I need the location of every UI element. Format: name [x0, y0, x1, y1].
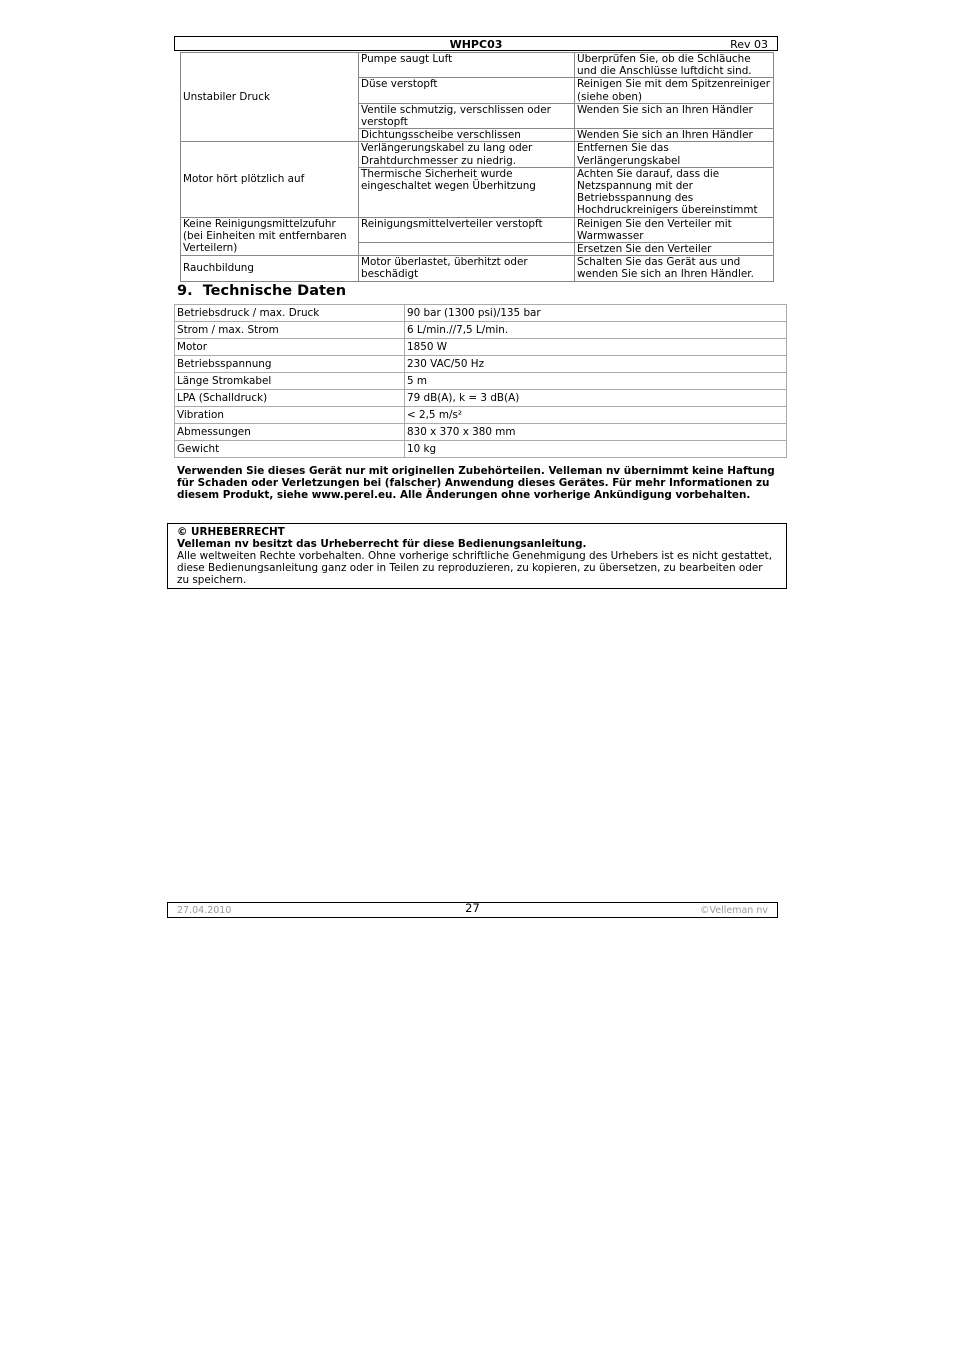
solution-cell: Wenden Sie sich an Ihren Händler — [575, 129, 774, 142]
table-row — [181, 256, 774, 281]
table-row — [175, 407, 787, 424]
spec-value: 6 L/min.//7,5 L/min. — [405, 322, 787, 339]
section-number: 9. — [177, 283, 193, 299]
table-row — [175, 373, 787, 390]
cause-cell: Thermische Sicherheit wurde eingeschaltet wegen Überhitzung — [359, 167, 575, 217]
table-row — [175, 339, 787, 356]
section-title: Technische Daten — [202, 283, 347, 299]
cause-cell: Düse verstopft — [359, 78, 575, 103]
table-row — [175, 390, 787, 407]
solution-cell: Schalten Sie das Gerät aus und wenden Sie sich an Ihren Händler. — [575, 256, 774, 281]
page-number: 27 — [465, 901, 480, 915]
cause-cell — [359, 243, 575, 256]
specs-table — [174, 304, 787, 458]
spec-label: Betriebsspannung — [175, 356, 405, 373]
table-row — [175, 424, 787, 441]
copyright-subheading: Velleman nv besitzt das Urheberrecht für diese Bedienungsanleitung. — [177, 538, 587, 550]
spec-label: Abmessungen — [175, 424, 405, 441]
solution-cell: Überprüfen Sie, ob die Schläuche und die Anschlüsse luftdicht sind. — [575, 53, 774, 78]
copyright-box — [167, 523, 787, 589]
solution-cell: Reinigen Sie mit dem Spitzenreiniger (siehe oben) — [575, 78, 774, 103]
spec-value: 79 dB(A), k = 3 dB(A) — [405, 390, 787, 407]
cause-cell: Reinigungsmittelverteiler verstopft — [359, 217, 575, 242]
problem-cell: Unstabiler Druck — [181, 53, 359, 142]
spec-label: Länge Stromkabel — [175, 373, 405, 390]
cause-cell: Ventile schmutzig, verschlissen oder verstopft — [359, 103, 575, 128]
table-row — [175, 356, 787, 373]
solution-cell: Entfernen Sie das Verlängerungskabel — [575, 142, 774, 167]
header-model: WHPC03 — [449, 38, 503, 51]
cause-cell: Verlängerungskabel zu lang oder Drahtdurchmesser zu niedrig. — [359, 142, 575, 167]
spec-label: Motor — [175, 339, 405, 356]
copyright-heading: © URHEBERRECHT — [177, 526, 285, 538]
page-header — [174, 36, 778, 51]
spec-value: 10 kg — [405, 441, 787, 458]
spec-value: 230 VAC/50 Hz — [405, 356, 787, 373]
spec-value: 1850 W — [405, 339, 787, 356]
table-row — [181, 142, 774, 167]
cause-cell: Motor überlastet, überhitzt oder beschädigt — [359, 256, 575, 281]
table-row — [181, 53, 774, 78]
spec-value: < 2,5 m/s² — [405, 407, 787, 424]
footer-date: 27.04.2010 — [177, 905, 232, 916]
spec-value: 90 bar (1300 psi)/135 bar — [405, 305, 787, 322]
table-row — [175, 441, 787, 458]
spec-value: 830 x 370 x 380 mm — [405, 424, 787, 441]
solution-cell: Ersetzen Sie den Verteiler — [575, 243, 774, 256]
cause-cell: Pumpe saugt Luft — [359, 53, 575, 78]
cause-cell: Dichtungsscheibe verschlissen — [359, 129, 575, 142]
spec-value: 5 m — [405, 373, 787, 390]
section-heading — [177, 282, 346, 300]
problem-cell: Rauchbildung — [181, 256, 359, 281]
solution-cell: Wenden Sie sich an Ihren Händler — [575, 103, 774, 128]
spec-label: Strom / max. Strom — [175, 322, 405, 339]
spec-label: Vibration — [175, 407, 405, 424]
troubleshooting-table — [180, 52, 774, 282]
footer-copyright: ©Velleman nv — [700, 905, 768, 916]
spec-label: LPA (Schalldruck) — [175, 390, 405, 407]
spec-label: Betriebsdruck / max. Druck — [175, 305, 405, 322]
solution-cell: Achten Sie darauf, dass die Netzspannung mit der Betriebsspannung des Hochdruckreinigers übereinstimmt — [575, 167, 774, 217]
table-row — [181, 217, 774, 242]
solution-cell: Reinigen Sie den Verteiler mit Warmwasser — [575, 217, 774, 242]
usage-notice: Verwenden Sie dieses Gerät nur mit originellen Zubehörteilen. Velleman nv übernimmt keine Haftung für Schaden oder Verletzungen bei (falscher) Anwendung dieses Gerätes. Für mehr Informationen zu diesem Produkt, siehe www.perel.eu. Alle Änderungen ohne vorherige Ankündigung vorbehalten. — [177, 465, 775, 502]
table-row — [175, 305, 787, 322]
page-footer — [167, 902, 778, 918]
problem-cell: Motor hört plötzlich auf — [181, 142, 359, 217]
spec-label: Gewicht — [175, 441, 405, 458]
problem-cell: Keine Reinigungsmittelzufuhr (bei Einheiten mit entfernbaren Verteilern) — [181, 217, 359, 256]
header-revision: Rev 03 — [730, 38, 768, 51]
copyright-body: Alle weltweiten Rechte vorbehalten. Ohne vorherige schriftliche Genehmigung des Urhebers ist es nicht gestattet, diese Bedienungsanleitung ganz oder in Teilen zu reproduzieren, zu kopieren, zu übersetzen, zu bearbeiten oder zu speichern. — [177, 550, 773, 586]
table-row — [175, 322, 787, 339]
